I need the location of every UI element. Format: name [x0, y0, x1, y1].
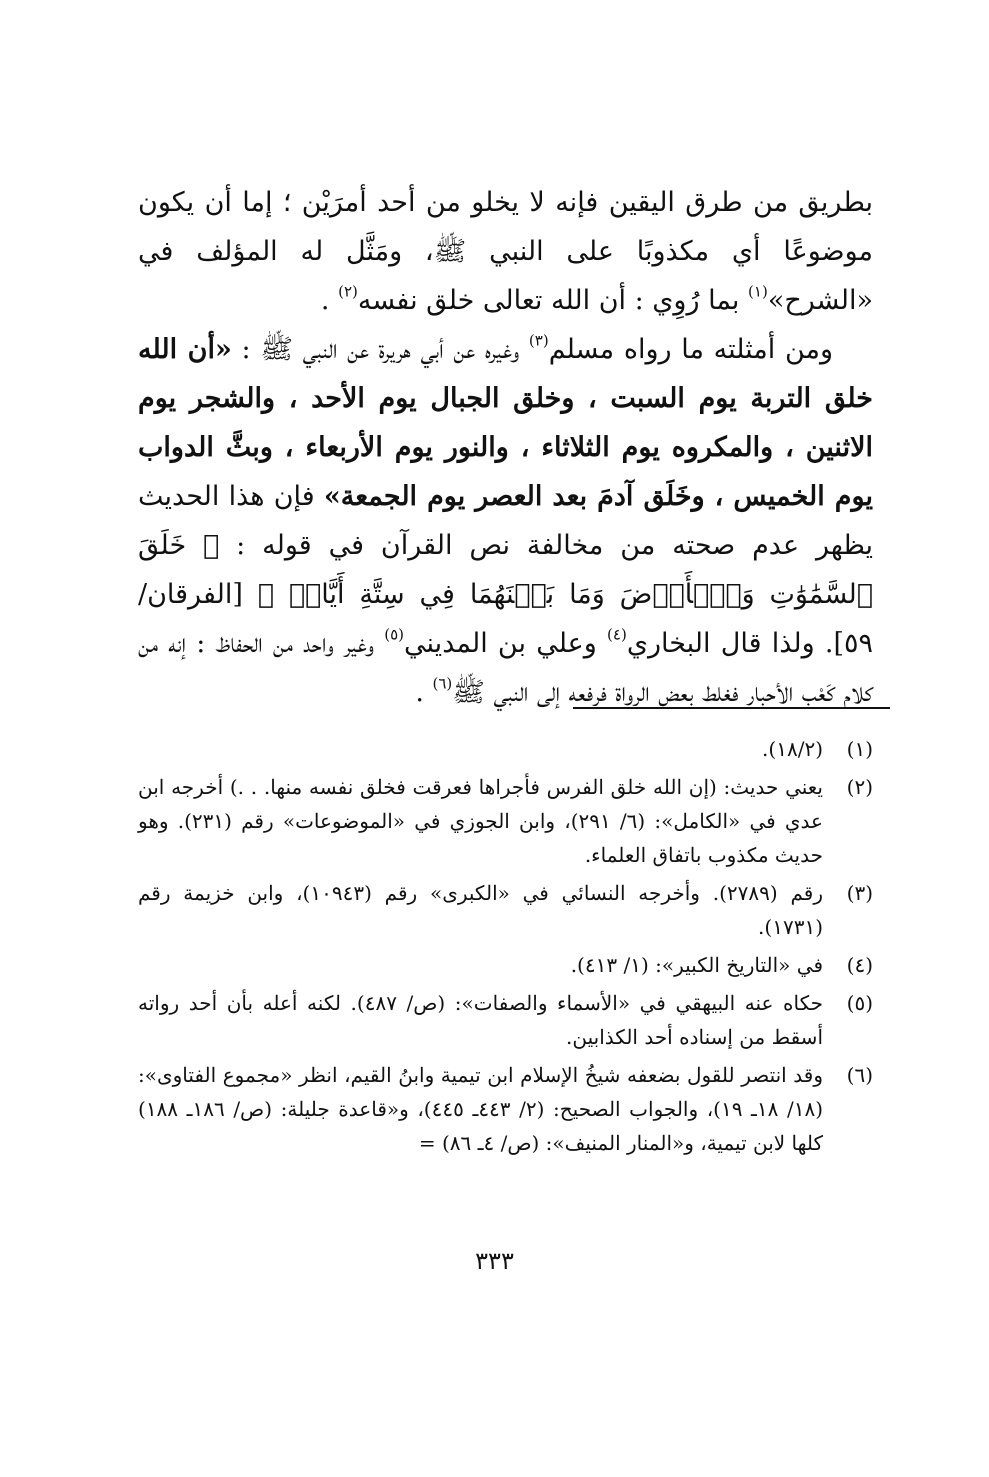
footnote-text: يعني حديث: (إن الله خلق الفرس فأجراها فعرقت فخلق نفسه منها. . .) أخرجه ابن عدي في «الكامل»: (٦/ ٢٩١)، وابن الجوزي في «الموضوعات» رقم (٢٣١). وهو حديث مكذوب باتفاق العلماء. — [138, 775, 823, 867]
footnote-ref-6: (٦) — [432, 674, 453, 693]
footnote-5 — [138, 986, 873, 1054]
footnote-number: (٦) — [846, 1063, 873, 1087]
paragraph-2-text-d: وعلي بن المديني — [404, 628, 608, 659]
footnote-3 — [138, 876, 873, 944]
paragraph-2 — [138, 325, 873, 717]
paragraph-1 — [138, 178, 873, 325]
footnote-text: رقم (٢٧٨٩). وأخرجه النسائي في «الكبرى» رقم (١٠٩٤٣)، وابن خزيمة رقم (١٧٣١). — [138, 881, 823, 939]
paragraph-2-text-c: فإن هذا الحديث يظهر عدم صحته من مخالفة نص القرآن في قوله : ﴿ خَلَقَ ٱلسَّمَٰوَٰتِ وَٱلۡأَرۡضَ وَمَا بَيۡنَهُمَا فِي سِتَّةِ أَيَّامٖ ﴾ [الفرقان/ ٥٩]. ولذا قال البخاري — [138, 481, 873, 659]
paragraph-2-text-e: وغير واحد من الحفاظ : إنه من كلام كَعْب الأحبار فغلط بعض الرواة فرفعه إلى النبي ﷺ — [138, 628, 873, 708]
footnote-text: وقد انتصر للقول بضعفه شيخُ الإسلام ابن تيمية وابنُ القيم، انظر «مجموع الفتاوى»: (١٨/ ١٨ـ ١٩)، والجواب الصحيح: (٢/ ٤٤٣ـ ٤٤٥)، و«قاعدة جليلة: (ص/ ١٨٦ـ ١٨٨) كلها لابن تيمية، و«المنار المنيف»: (ص/ ٤ـ ٨٦) = — [138, 1063, 824, 1155]
footnote-number: (٣) — [846, 881, 873, 905]
footnote-1 — [138, 732, 873, 766]
footnote-ref-5: (٥) — [384, 625, 405, 644]
paragraph-1-text-c: . — [320, 285, 339, 316]
footnote-6 — [138, 1058, 873, 1160]
footnote-number: (١) — [846, 737, 873, 761]
paragraph-2-text-a: ومن أمثلته ما رواه مسلم — [548, 334, 834, 365]
footnote-text: في «التاريخ الكبير»: (١/ ٤١٣). — [570, 953, 823, 977]
footnotes — [138, 732, 873, 1164]
footnote-number: (٥) — [846, 991, 873, 1015]
main-text — [138, 178, 873, 717]
paragraph-1-text-b: بما رُوِي : أن الله تعالى خلق نفسه — [357, 285, 749, 316]
paragraph-1-text-a: بطريق من طرق اليقين فإنه لا يخلو من أحد أمرَيْن ؛ إما أن يكون موضوعًا أي مكذوبًا على النبي ﷺ، ومَثَّل له المؤلف في «الشرح» — [138, 187, 873, 316]
footnote-number: (٢) — [846, 775, 873, 799]
footnote-2 — [138, 770, 873, 872]
footnote-4 — [138, 948, 873, 982]
footnote-ref-4: (٤) — [607, 625, 627, 644]
footnote-separator — [573, 707, 890, 709]
footnote-ref-3: (٣) — [528, 331, 549, 350]
footnote-text: حكاه عنه البيهقي في «الأسماء والصفات»: (ص/ ٤٨٧). لكنه أعله بأن أحد رواته أسقط من إسناده أحد الكذابين. — [138, 991, 823, 1049]
footnote-number: (٤) — [846, 953, 873, 977]
paragraph-2-text-b: وغيره عن أبي هريرة عن النبي ﷺ : — [231, 334, 529, 365]
footnote-ref-2: (٢) — [338, 282, 358, 301]
footnote-ref-1: (١) — [748, 282, 768, 301]
hadith-quote: «أن الله خلق التربة يوم السبت ، وخلق الجبال يوم الأحد ، والشجر يوم الاثنين ، والمكروه يوم الثلاثاء ، والنور يوم الأربعاء ، وبثَّ الدواب يوم الخميس ، وخَلَق آدمَ بعد العصر يوم الجمعة» — [138, 334, 873, 512]
page-number: ٣٣٣ — [475, 1247, 514, 1275]
footnote-text: (١٨/٢). — [762, 737, 823, 761]
paragraph-2-text-f: . — [415, 677, 433, 708]
